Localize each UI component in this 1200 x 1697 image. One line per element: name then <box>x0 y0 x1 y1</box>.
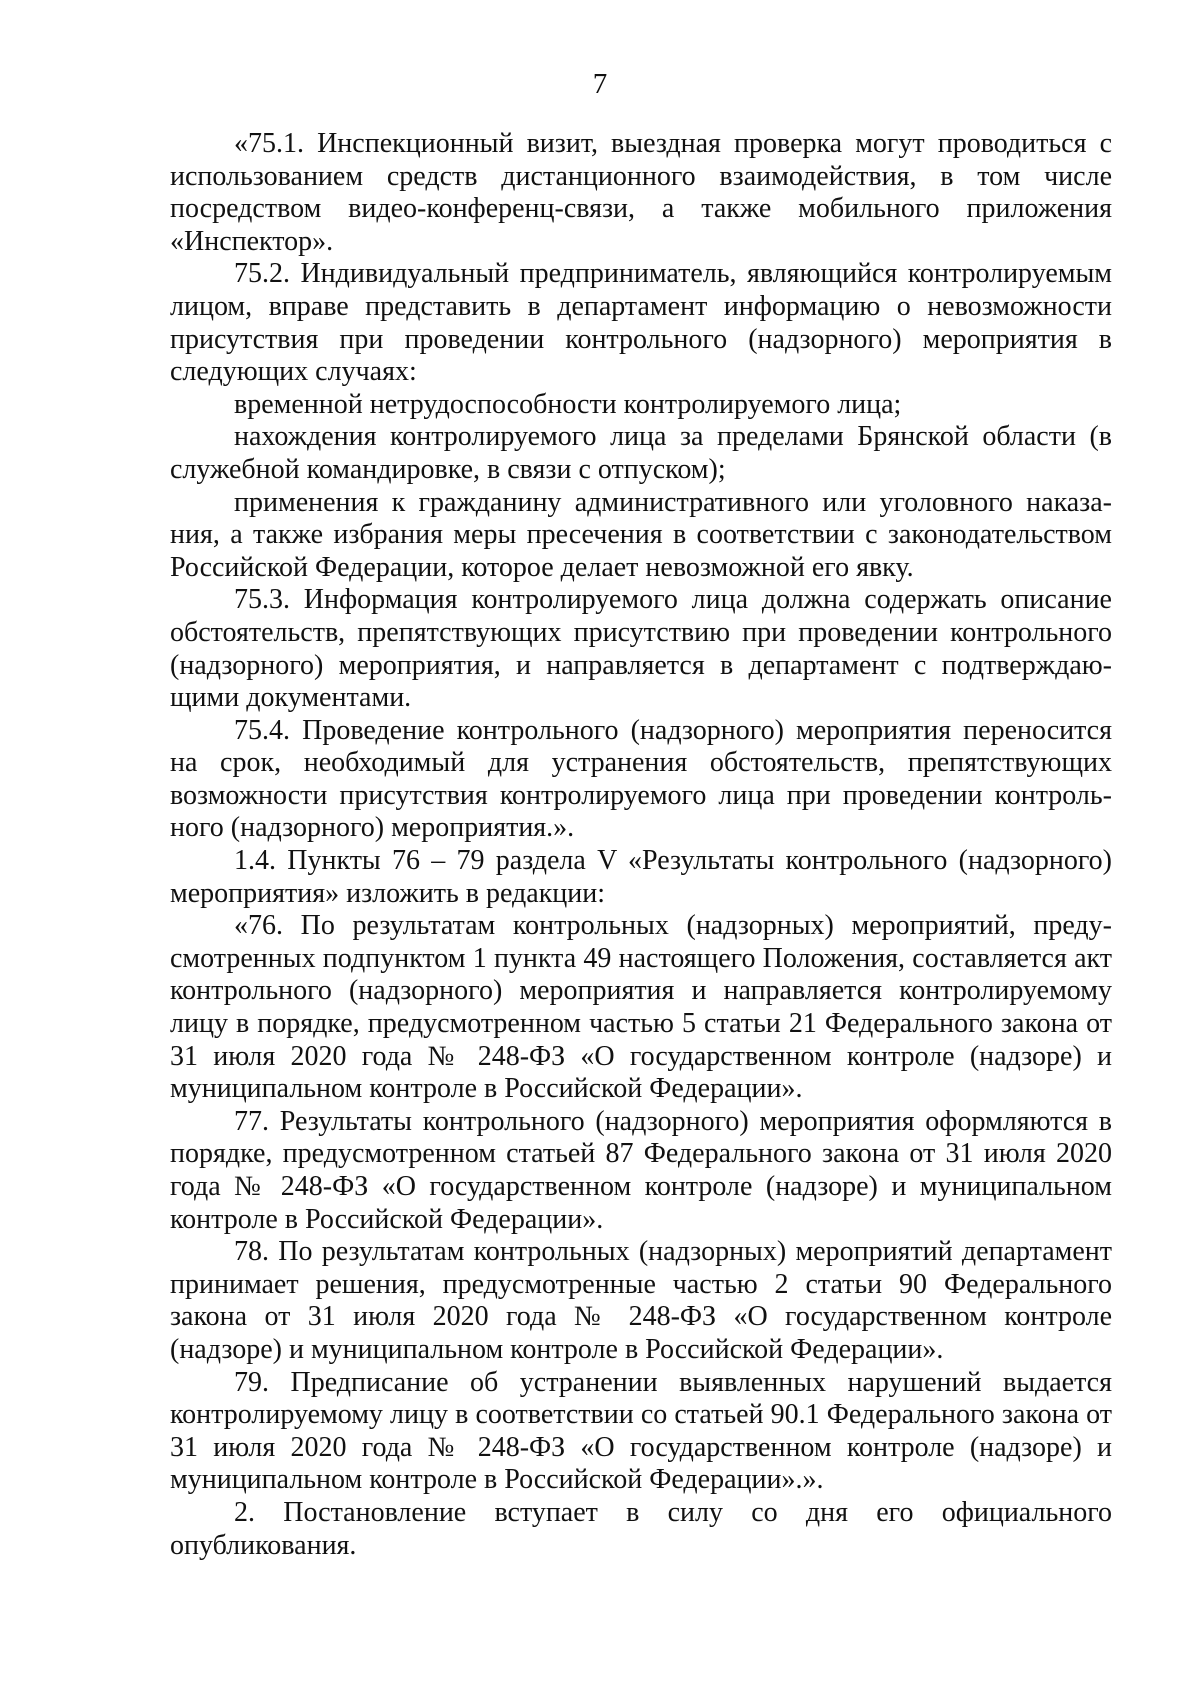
paragraph-77: 77. Результаты контрольного (надзорного) мероприятия оформляются в порядке, предусмотренном статьей 87 Федерального закона от 31 июля 2020 года № 248-ФЗ «О государственном контроле (надзоре) и муниципальном контроле в Российской Федерации». <box>170 1105 1112 1235</box>
paragraph-79: 79. Предписание об устранении выявленных нарушений выдается контролируемому лицу в соответствии со статьей 90.1 Федерального закона от 31 июля 2020 года № 248-ФЗ «О государственном контроле (надзоре) и муниципальном контроле в Российской Федерации».». <box>170 1366 1112 1496</box>
paragraph-75-1: «75.1. Инспекционный визит, выездная проверка могут проводиться с использованием средств дистанционного взаимодействия, в том числе посредством видео-конференц-связи, а также мобильного приложения «Инспектор». <box>170 128 1112 257</box>
paragraph-75-4: 75.4. Проведение контрольного (надзорного) мероприятия переносится на срок, необходимый для устранения обстоятельств, препятствующих возможности присутствия контролируемого лица при проведении контрольного (надзорного) мероприятия.». <box>170 714 1112 844</box>
list-item-outside-region: нахождения контролируемого лица за пределами Брянской области (в служебной командировке, в связи с отпуском); <box>170 421 1112 485</box>
paragraph-78: 78. По результатам контрольных (надзорных) мероприятий департамент принимает решения, предусмотренные частью 2 статьи 90 Федерального закона от 31 июля 2020 года № 248-ФЗ «О государственном контроле (надзоре) и муниципальном контроле в Российской Федерации». <box>170 1236 1112 1365</box>
paragraph-2: 2. Постановление вступает в силу со дня его официального опубликования. <box>170 1496 1112 1561</box>
list-item-punishment: применения к гражданину административного или уголовного наказания, а также избрания меры пресечения в соответствии с законодательством Российской Федерации, которое делает невозможной его явку. <box>170 486 1112 583</box>
document-body <box>170 128 1112 1562</box>
paragraph-76: «76. По результатам контрольных (надзорных) мероприятий, предусмотренных подпунктом 1 пункта 49 настоящего Положения, составляется акт контрольного (надзорного) мероприятия и направляется контролируемому лицу в порядке, предусмотренном частью 5 статьи 21 Федерального закона от 31 июля 2020 года № 248-ФЗ «О государственном контроле (надзоре) и муниципальном контроле в Российской Федерации». <box>170 910 1112 1105</box>
paragraph-75-2: 75.2. Индивидуальный предприниматель, являющийся контролируемым лицом, вправе представить в департамент информацию о невозможности присутствия при проведении контрольного (надзорного) мероприятия в следующих случаях: <box>170 258 1112 388</box>
page-number: 7 <box>592 68 608 100</box>
paragraph-75-3: 75.3. Информация контролируемого лица должна содержать описание обстоятельств, препятствующих присутствию при проведении контрольного (надзорного) мероприятия, и направляется в департамент с подтверждающими документами. <box>170 584 1112 714</box>
paragraph-1-4: 1.4. Пункты 76 – 79 раздела V «Результаты контрольного (надзорного) мероприятия» изложить в редакции: <box>170 845 1112 909</box>
list-item-disability: временной нетрудоспособности контролируемого лица; <box>234 388 902 420</box>
